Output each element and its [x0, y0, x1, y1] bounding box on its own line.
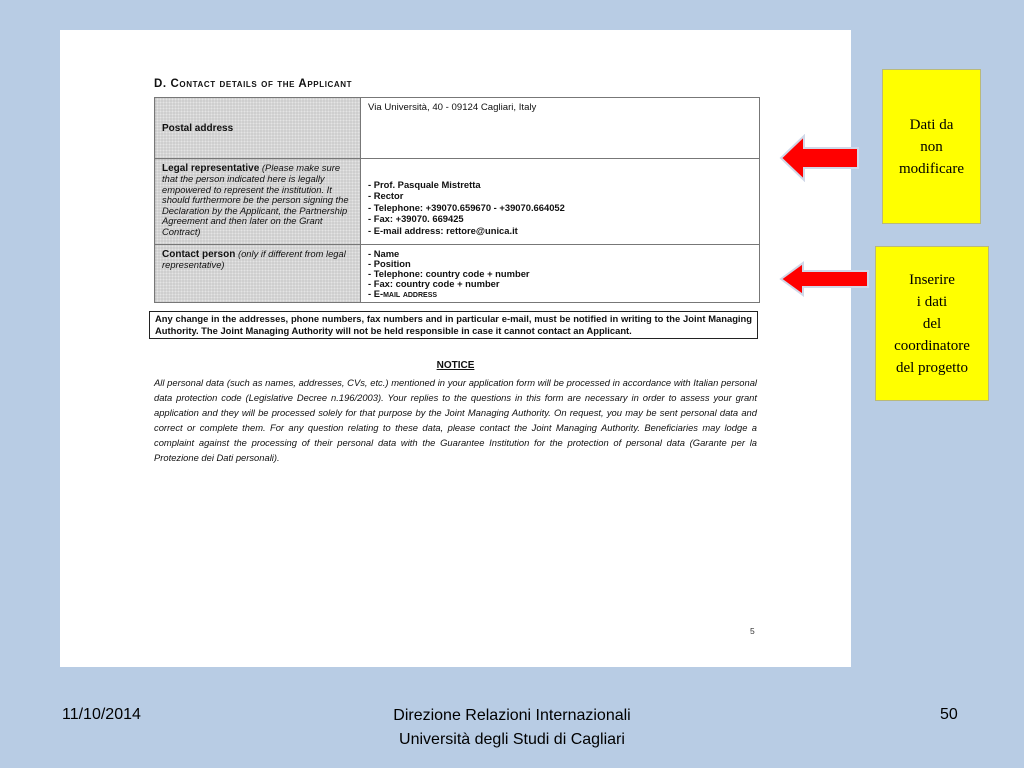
value-line: - Rector [368, 190, 404, 202]
row-value [361, 245, 760, 303]
table-row [155, 159, 760, 245]
row-label-bold: Postal address [162, 123, 234, 134]
callout-line: del progetto [895, 359, 969, 376]
document-page-number: 5 [750, 626, 755, 636]
footer-date: 11/10/2014 [62, 706, 141, 723]
section-title: D. Contact details of the Applicant [154, 78, 353, 90]
value-line: - Position [368, 257, 411, 269]
footer-line-2: Università degli Studi di Cagliari [399, 731, 625, 748]
value-line: - Fax: country code + number [368, 277, 500, 289]
footer-line-1: Direzione Relazioni Internazionali [393, 707, 631, 724]
left-arrow-icon [779, 261, 869, 297]
row-value [361, 159, 760, 245]
contact-table [154, 97, 760, 303]
postal-address: Via Università, 40 - 09124 Cagliari, Italy [368, 102, 537, 113]
change-warning-box: Any change in the addresses, phone numbers, fax numbers and in particular e-mail, must be notified in writing to the Joint Managing Authority. The Joint Managing Authority will not be held responsible in case it cannot contact an Applicant. [149, 311, 758, 339]
callout-line: modificare [899, 160, 964, 177]
row-label-bold: Contact person [162, 249, 236, 260]
callout-insert-coordinator-data [875, 246, 989, 401]
left-arrow-icon [779, 134, 859, 182]
value-line: - E-mail address [368, 287, 438, 299]
row-label-note: (Please make sure that the person indicated here is legally empowered to represent the institution. It should furthermore be the person signing the Declaration by the Applicant, the Partnership Agreement and then later on the Grant Contract) [162, 162, 349, 237]
notice-text: All personal data (such as names, addresses, CVs, etc.) mentioned in your application form will be processed in accordance with Italian personal data protection code (Legislative Decree n.196/2003). Your replies to the questions in this form are necessary in order to assess your grant application and they will be processed solely for that purpose by the Joint Managing Authority. On request, you may be sent personal data and correct or complete them. For any question relating to these data, please contact the Joint Managing Authority. Beneficiaries may lodge a complaint against the processing of their personal data with the Guarantee Institution for the protection of personal data (Garante per la Protezione dei Dati personali). [154, 377, 757, 463]
callout-line: Dati da [909, 116, 954, 133]
document-image [60, 30, 851, 667]
callout-line: coordinatore [894, 337, 970, 354]
row-label [155, 98, 361, 159]
row-label [155, 159, 361, 245]
callout-line: del [922, 315, 942, 332]
notice-title: NOTICE [436, 360, 475, 371]
row-value [361, 98, 760, 159]
callout-line: i dati [916, 293, 948, 310]
row-label [155, 245, 361, 303]
callout-line: Inserire [909, 271, 955, 288]
row-label-bold: Legal representative [162, 163, 260, 174]
table-row [155, 98, 760, 159]
value-line: - Name [368, 248, 400, 259]
table-row [155, 245, 760, 303]
callout-line: non [920, 138, 943, 155]
value-line: - Fax: +39070. 669425 [368, 213, 464, 225]
value-line: - Telephone: country code + number [368, 267, 530, 279]
row-label-note: (only if different from legal representative) [162, 248, 346, 271]
value-line: - Prof. Pasquale Mistretta [368, 179, 481, 190]
footer-organization [0, 704, 1024, 752]
value-line: - Telephone: +39070.659670 - +39070.664052 [368, 201, 565, 213]
value-line: - E-mail address: rettore@unica.it [368, 224, 518, 236]
slide-number: 50 [940, 706, 958, 723]
callout-do-not-modify [882, 69, 981, 224]
